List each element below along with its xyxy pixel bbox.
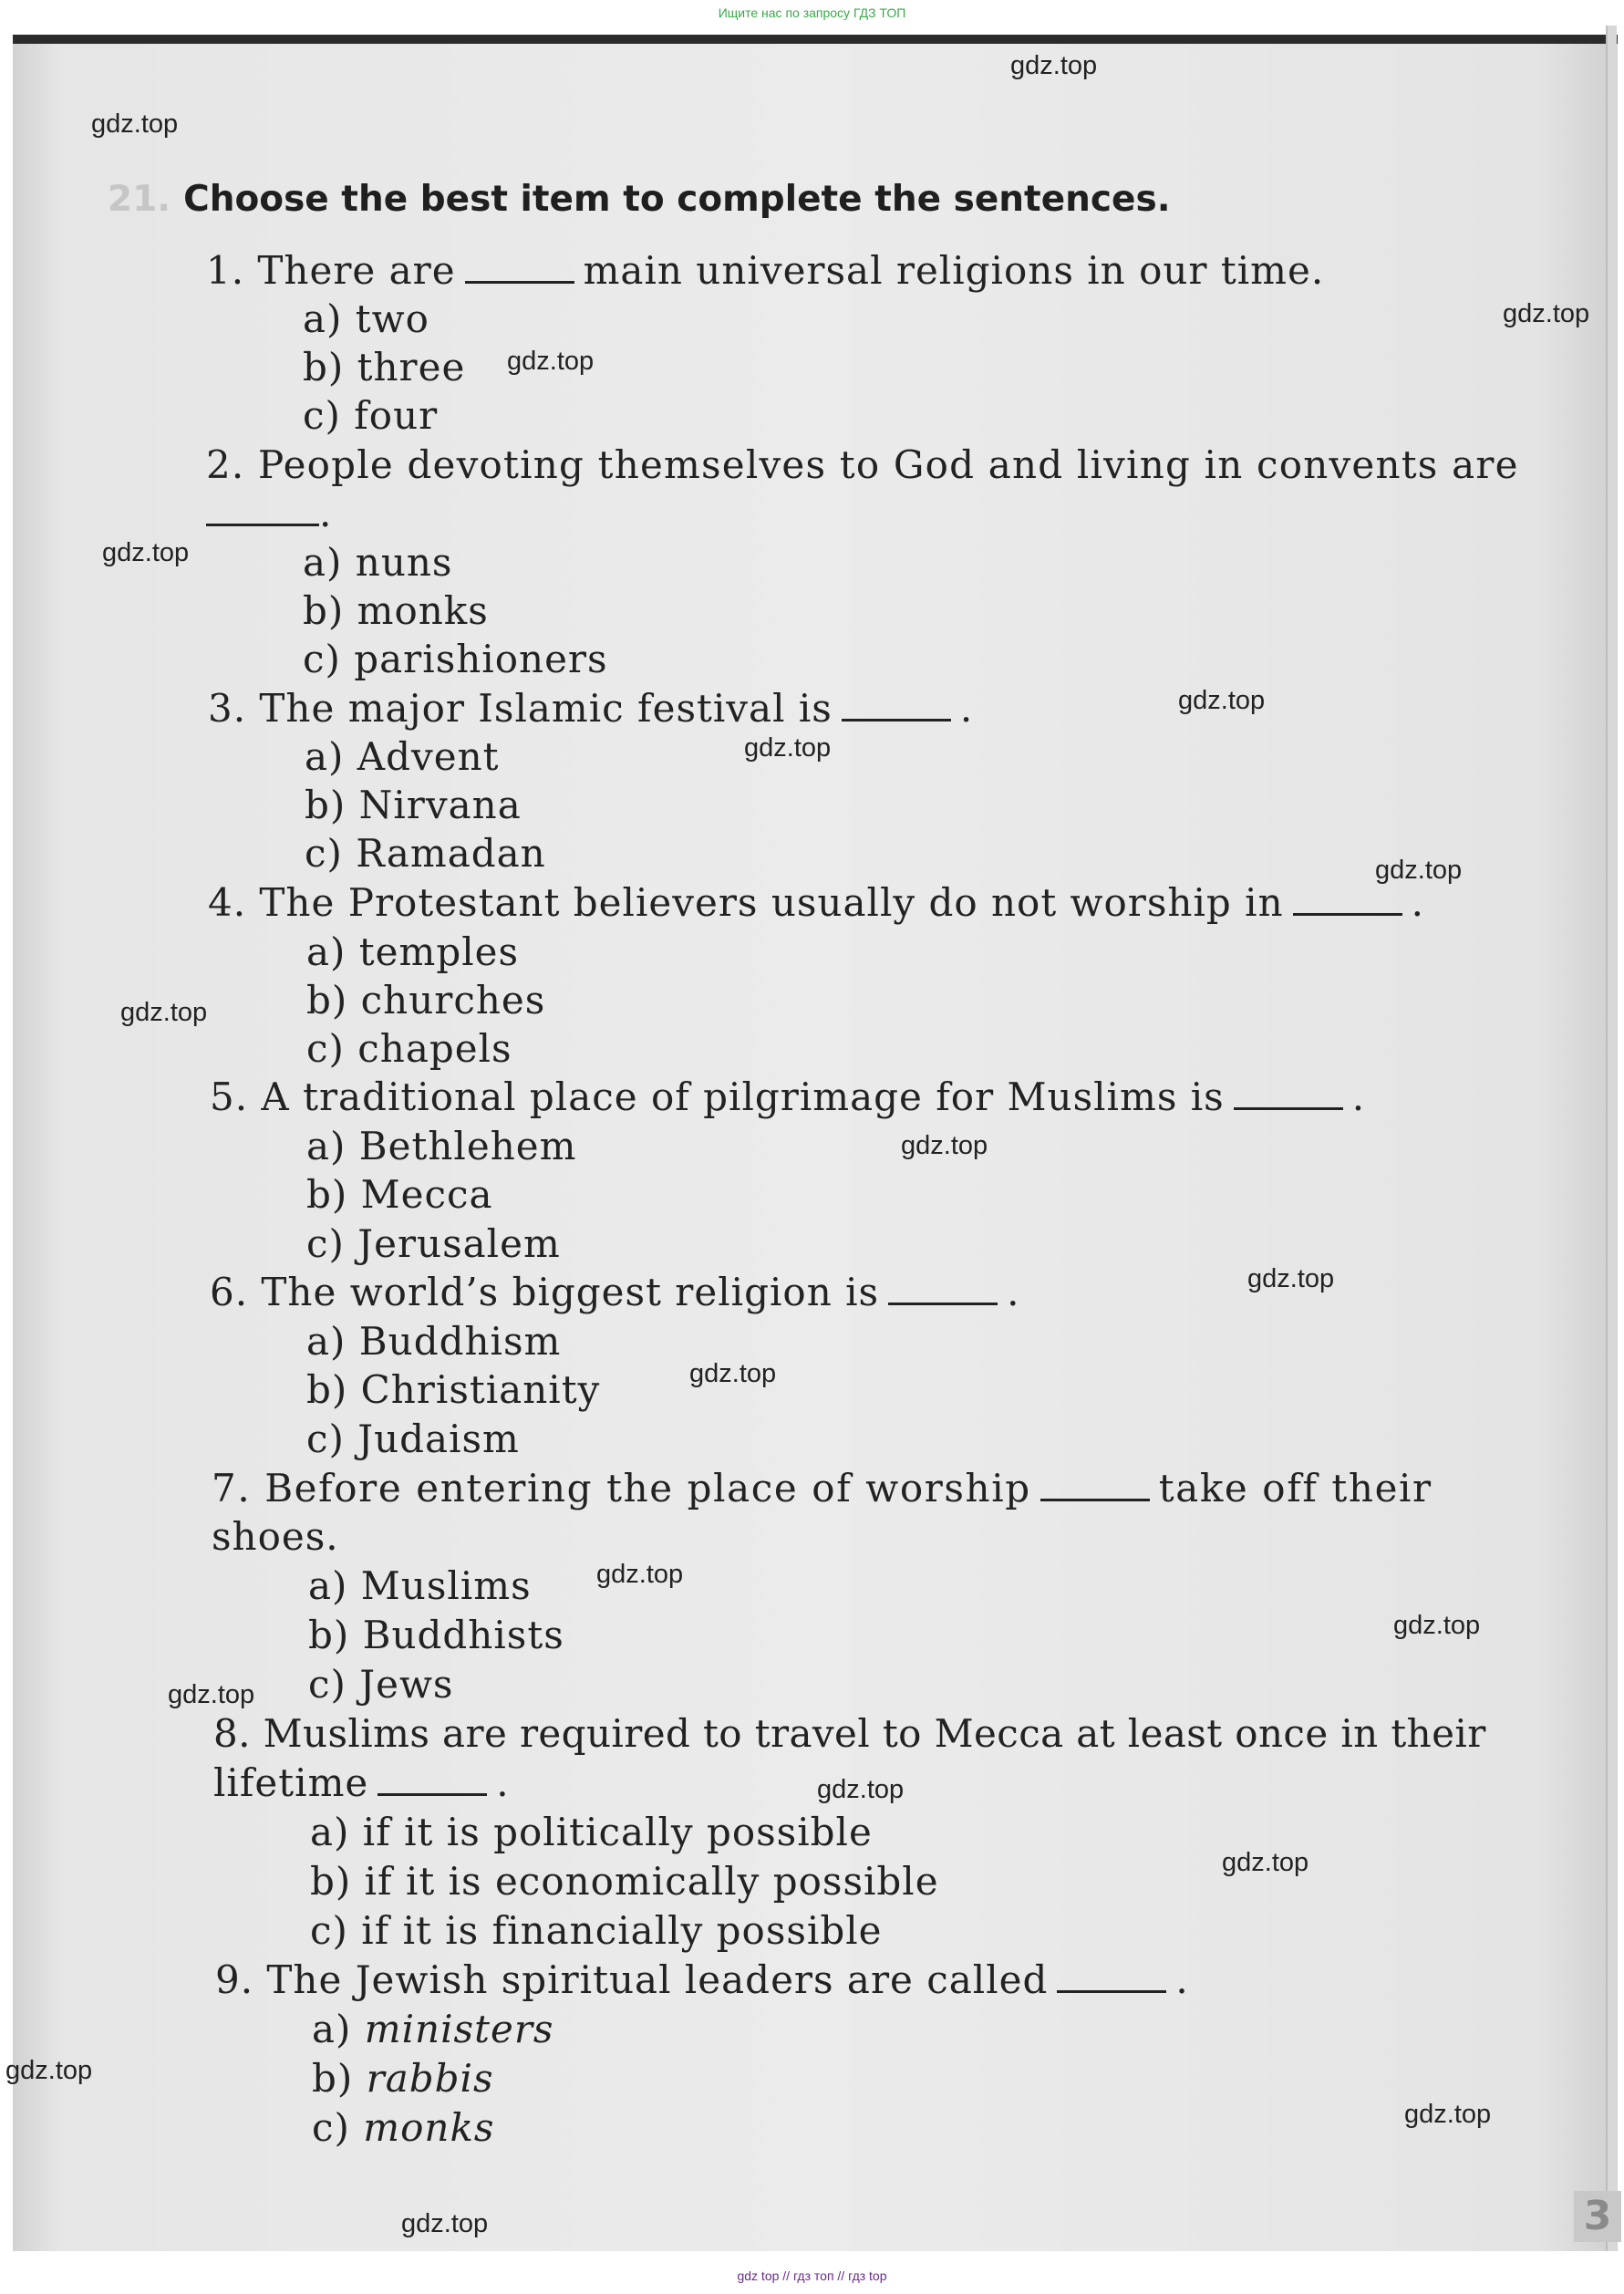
answer-blank: [1293, 887, 1402, 916]
watermark: gdz.top: [596, 1560, 684, 1589]
question-7-line2: shoes.: [212, 1514, 339, 1559]
question-2: 2. People devoting themselves to God and living in convents are: [206, 442, 1519, 487]
option-1b: b) three: [303, 345, 466, 389]
watermark: gdz.top: [1375, 856, 1463, 885]
option-7a: a) Muslims: [308, 1563, 532, 1608]
question-8-line2: lifetime .: [213, 1760, 510, 1805]
page-number: 3: [1574, 2191, 1621, 2242]
answer-blank: [888, 1277, 998, 1305]
option-3c: c) Ramadan: [305, 831, 546, 876]
exercise-instruction: Choose the best item to complete the sentences.: [183, 179, 1171, 220]
watermark: gdz.top: [5, 2056, 93, 2085]
watermark: gdz.top: [1010, 51, 1098, 80]
question-6: 6. The world’s biggest religion is .: [210, 1270, 1020, 1314]
answer-blank: [465, 255, 574, 284]
exercise-heading: [108, 179, 1171, 220]
option-7c: c) Jews: [308, 1662, 454, 1707]
option-9c: c) monks: [312, 2105, 495, 2150]
watermark: gdz.top: [507, 347, 595, 376]
question-5: 5. A traditional place of pilgrimage for Muslims is .: [210, 1074, 1366, 1119]
option-3b: b) Nirvana: [305, 783, 522, 827]
option-1a: a) two: [303, 296, 429, 341]
watermark: gdz.top: [1247, 1264, 1335, 1293]
option-2b: b) monks: [303, 588, 489, 633]
watermark: gdz.top: [817, 1775, 905, 1804]
watermark: gdz.top: [1404, 2100, 1492, 2129]
page-edge: [1606, 26, 1617, 2251]
answer-blank: [378, 1768, 487, 1796]
watermark: gdz.top: [1503, 299, 1590, 328]
option-8a: a) if it is politically possible: [310, 1810, 873, 1854]
answer-blank: [206, 498, 319, 526]
question-7: 7. Before entering the place of worship take off their: [212, 1466, 1433, 1510]
watermark: gdz.top: [901, 1131, 988, 1160]
option-5c: c) Jerusalem: [306, 1221, 561, 1266]
watermark: gdz.top: [91, 109, 179, 139]
answer-blank: [842, 693, 951, 721]
watermark: gdz.top: [1222, 1848, 1309, 1877]
option-6a: a) Buddhism: [306, 1319, 562, 1364]
option-7b: b) Buddhists: [308, 1613, 564, 1657]
watermark: gdz.top: [1393, 1611, 1481, 1640]
option-4b: b) churches: [306, 978, 546, 1022]
watermark: gdz.top: [120, 998, 208, 1027]
watermark: gdz.top: [744, 733, 832, 763]
bottom-banner[interactable]: gdz top // гдз топ // гдз top: [737, 2268, 887, 2283]
option-2a: a) nuns: [303, 540, 453, 585]
option-3a: a) Advent: [305, 734, 500, 779]
option-5b: b) Mecca: [306, 1172, 493, 1217]
option-9b: b) rabbis: [312, 2056, 494, 2101]
option-4c: c) chapels: [306, 1026, 512, 1071]
watermark: gdz.top: [1178, 686, 1266, 715]
exercise-number: 21.: [108, 179, 171, 220]
option-9a: a) ministers: [312, 2007, 554, 2051]
option-1c: c) four: [303, 393, 439, 438]
watermark: gdz.top: [401, 2209, 489, 2238]
watermark: gdz.top: [102, 538, 190, 567]
answer-blank: [1057, 1965, 1166, 1993]
watermark: gdz.top: [168, 1680, 255, 1709]
top-banner[interactable]: Ищите нас по запросу ГДЗ ТОП: [718, 5, 906, 20]
option-8b: b) if it is economically possible: [310, 1859, 939, 1904]
option-8c: c) if it is financially possible: [310, 1908, 883, 1953]
option-5a: a) Bethlehem: [306, 1124, 577, 1168]
option-4a: a) temples: [306, 929, 520, 974]
watermark: gdz.top: [689, 1359, 777, 1388]
question-8: 8. Muslims are required to travel to Mecca at least once in their: [213, 1711, 1486, 1756]
option-6b: b) Christianity: [306, 1367, 601, 1412]
question-3: 3. The major Islamic festival is .: [208, 686, 974, 731]
answer-blank: [1040, 1473, 1150, 1501]
question-4: 4. The Protestant believers usually do not worship in .: [208, 880, 1424, 925]
answer-blank: [1234, 1082, 1343, 1110]
option-2c: c) parishioners: [303, 637, 608, 681]
question-1: 1. There are main universal religions in our time.: [206, 248, 1325, 293]
question-9: 9. The Jewish spiritual leaders are called .: [215, 1957, 1189, 2002]
option-6c: c) Judaism: [306, 1417, 520, 1461]
question-2-line2: .: [206, 491, 332, 535]
